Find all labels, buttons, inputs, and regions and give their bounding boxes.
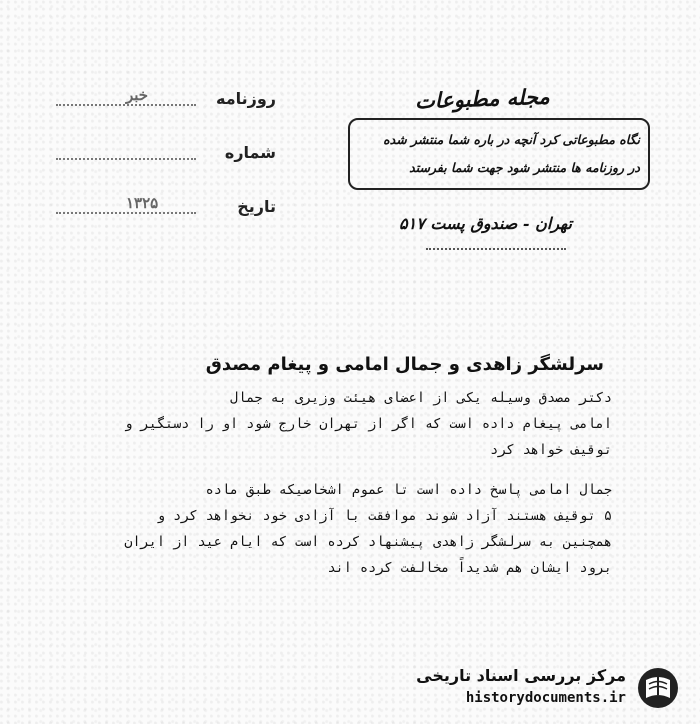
stamp-box [348, 118, 650, 190]
newspaper-field [56, 78, 276, 112]
stamp-box-line: در روزنامه ها منتشر شود جهت شما بفرستد [409, 160, 640, 175]
archive-name: مرکز بررسی اسناد تاریخی [416, 666, 626, 685]
number-label: شماره [224, 143, 276, 162]
watermark-footer [410, 664, 680, 716]
newspaper-dotted-line [56, 104, 196, 106]
date-value: ۱۳۲۵ [126, 194, 159, 212]
book-emblem-icon [636, 666, 680, 710]
article-line: امامی پیغام داده است که اگر از تهران خارج شود او را دستگیر و [124, 416, 612, 432]
date-label: تاریخ [237, 197, 276, 216]
press-agency-stamp [342, 83, 662, 262]
number-dotted-line [56, 158, 196, 160]
header-fields [56, 78, 276, 240]
newspaper-label: روزنامه [216, 89, 276, 108]
article-line: دکتر مصدق وسیله یکی از اعضای هیئت وزیری به جمال [229, 390, 612, 406]
archive-url[interactable]: historydocuments.ir [465, 690, 626, 706]
article-line: همچنین به سرلشگر زاهدی پیشنهاد کرده است که ایام عید از ایران [124, 534, 612, 550]
article-line: توقیف خواهد کرد [490, 442, 612, 458]
paragraph-gap [92, 463, 612, 477]
article-line: جمال امامی پاسخ داده است تا عموم اشخاصیکه طبق ماده [205, 482, 612, 498]
date-dotted-line [56, 212, 196, 214]
stamp-title: مجله مطبوعات [414, 83, 551, 114]
stamp-dotted-line [426, 248, 566, 250]
article-line: برود ایشان هم شدیداً مخالفت کرده اند [327, 560, 612, 576]
newspaper-value: خبر [126, 86, 149, 104]
article-line: ۵ توقیف هستند آزاد شوند موافقت با آزادی خود نخواهد کرد و [156, 508, 612, 524]
stamp-address: تهران - صندوق پست ۵۱۷ [399, 214, 572, 233]
number-field [56, 132, 276, 166]
stamp-box-line: نگاه مطبوعاتی کرد آنچه در باره شما منتشر شده [383, 132, 640, 147]
date-field [56, 186, 276, 220]
article-body [92, 354, 612, 581]
article-headline: سرلشگر زاهدی و جمال امامی و پیغام مصدق [205, 354, 604, 375]
